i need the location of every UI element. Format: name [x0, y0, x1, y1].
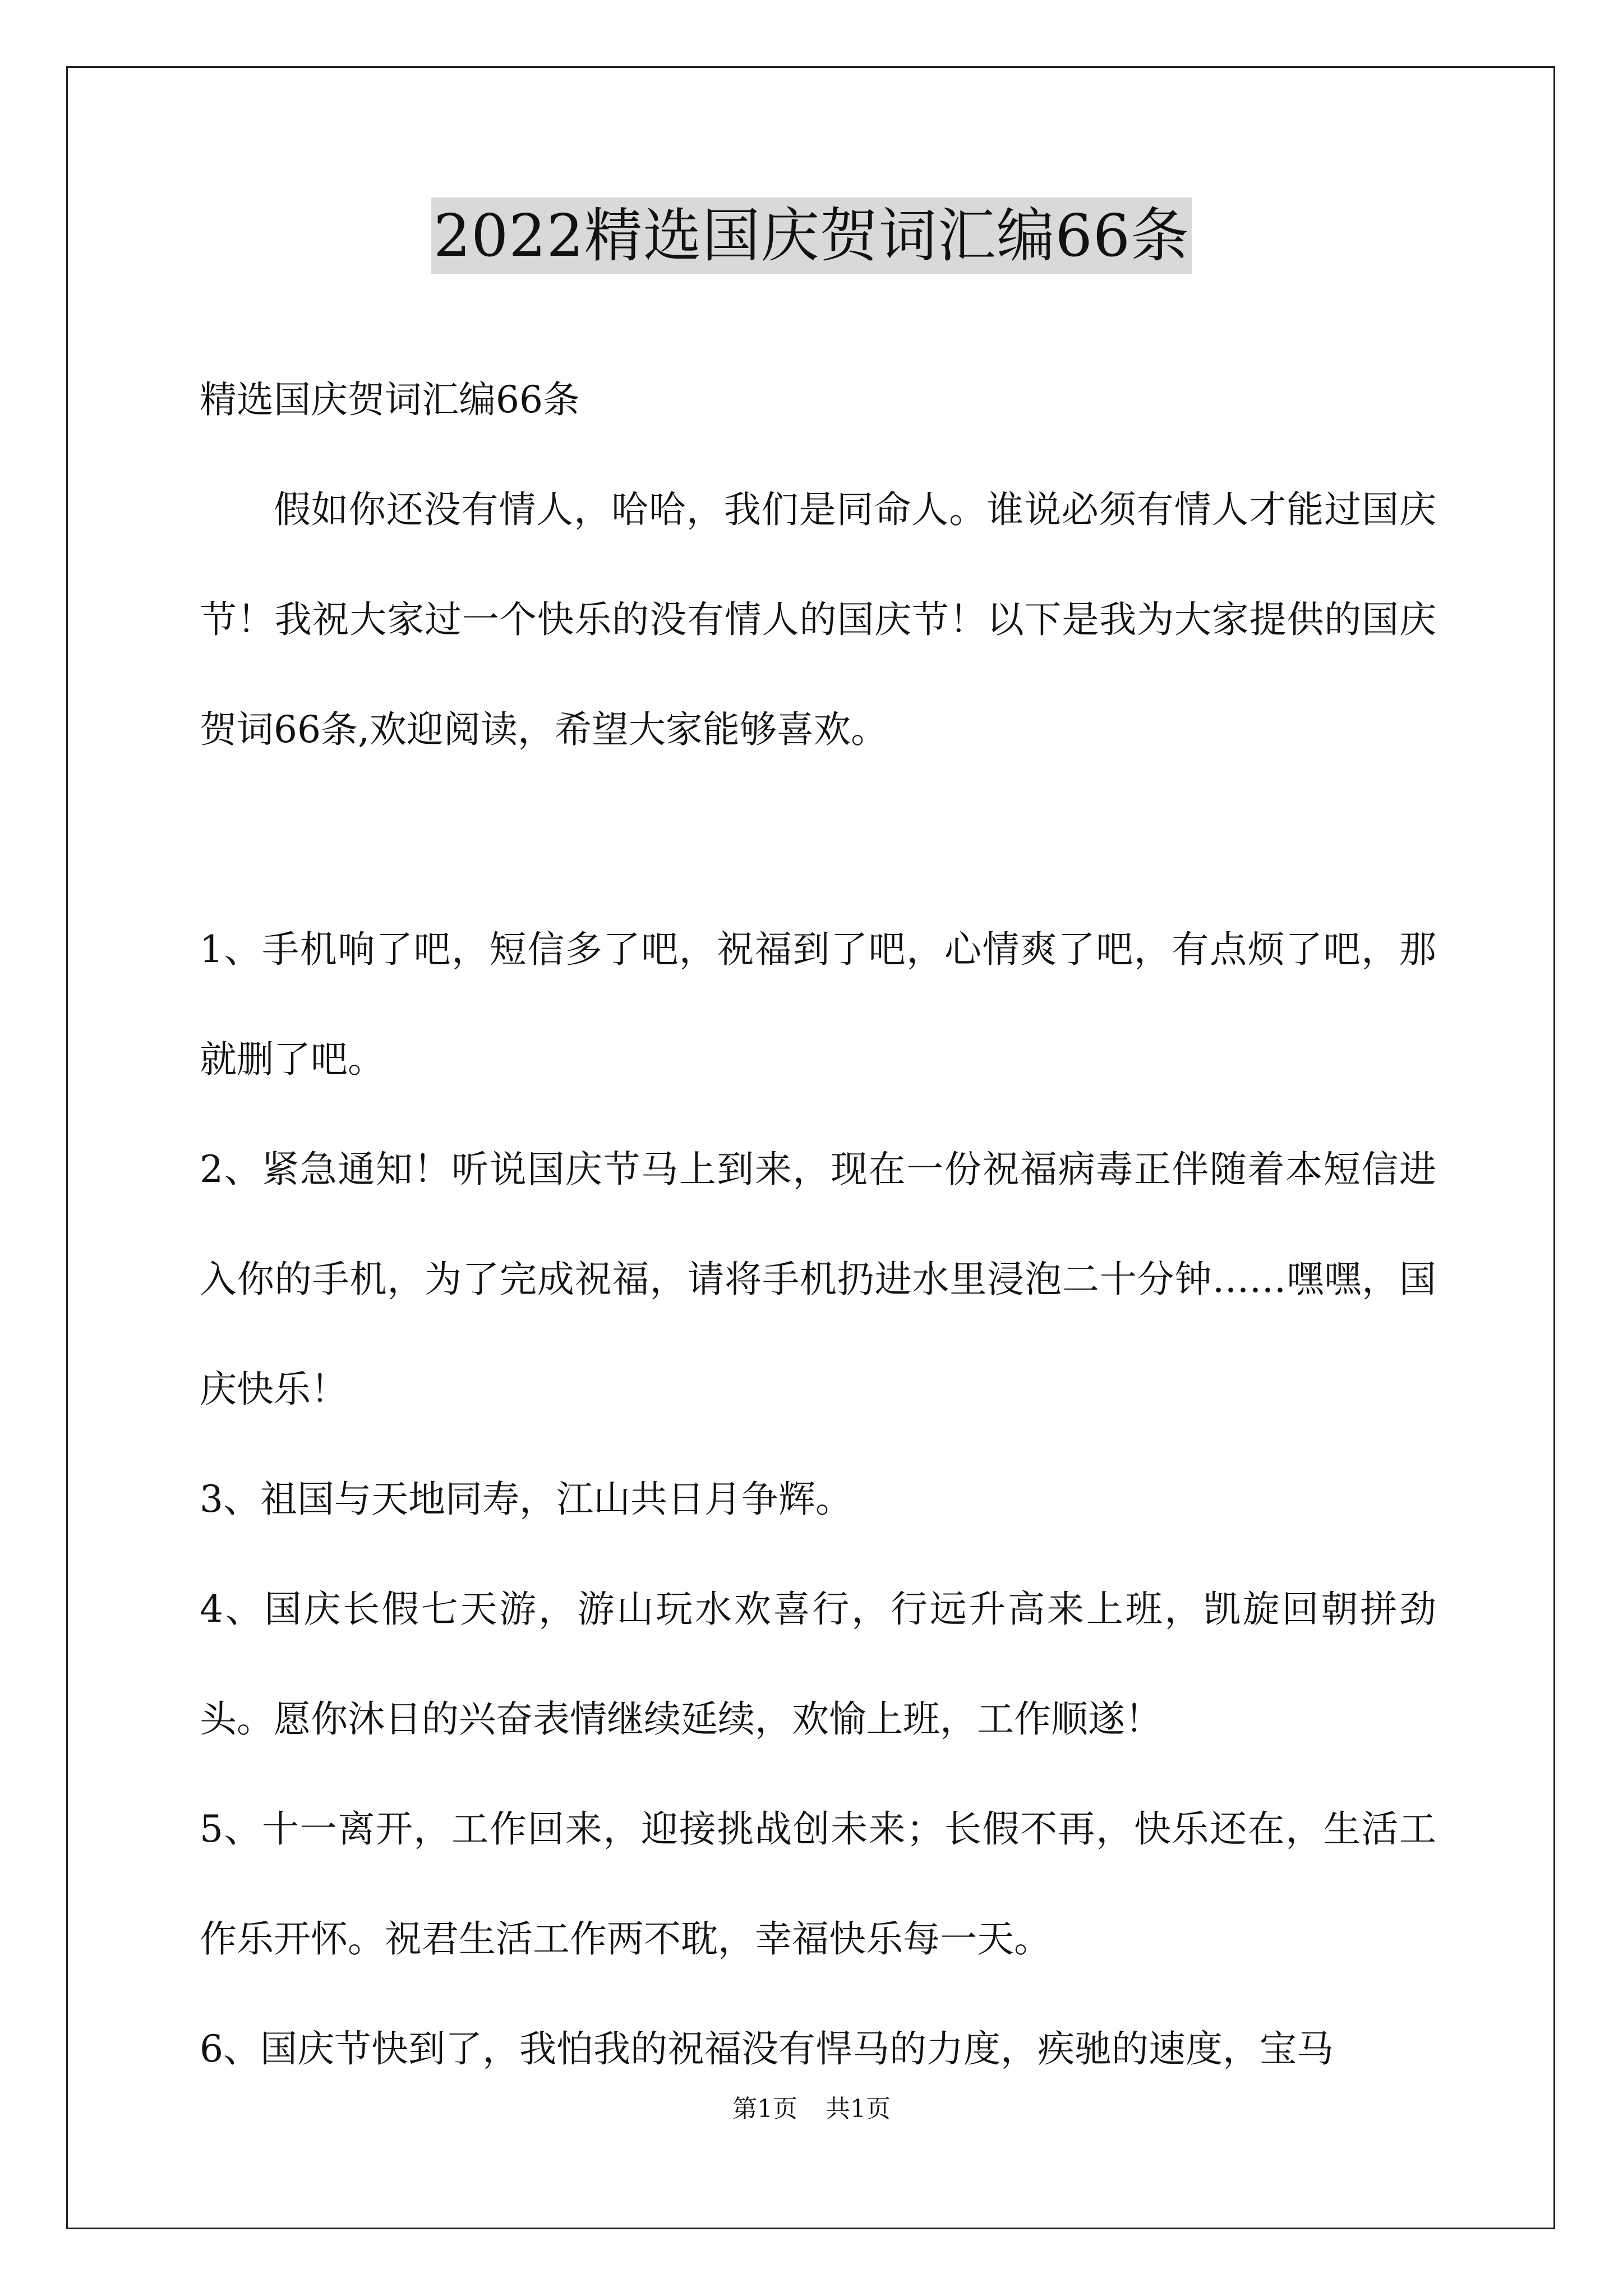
list-item: 4、国庆长假七天游，游山玩水欢喜行，行远升高来上班，凯旋回朝拼劲头。愿你沐日的兴奋表情继续延续，欢愉上班，工作顺遂！ [200, 1588, 1436, 1741]
intro-paragraph: 假如你还没有情人，哈哈，我们是同命人。谁说必须有情人才能过国庆节！我祝大家过一个快乐的没有情人的国庆节！以下是我为大家提供的国庆贺词66条,欢迎阅读，希望大家能够喜欢。 [200, 488, 1436, 751]
list-item: 6、国庆节快到了，我怕我的祝福没有悍马的力度，疾驰的速度，宝马 [200, 2027, 1334, 2070]
list-item: 5、十一离开，工作回来，迎接挑战创未来；长假不再，快乐还在，生活工作乐开怀。祝君生活工作两不耽，幸福快乐每一天。 [200, 1807, 1436, 1961]
page-number-current: 第1页 [732, 2095, 797, 2123]
document-body [200, 345, 1436, 2104]
blank-line [200, 785, 1436, 895]
title-container [0, 197, 1623, 274]
document-title: 2022精选国庆贺词汇编66条 [431, 197, 1192, 274]
list-item: 2、紧急通知！听说国庆节马上到来，现在一份祝福病毒正伴随着本短信进入你的手机，为了完成祝福，请将手机扔进水里浸泡二十分钟……嘿嘿，国庆快乐！ [200, 1148, 1436, 1411]
list-item: 3、祖国与天地同寿，江山共日月争辉。 [200, 1478, 852, 1521]
document-subtitle: 精选国庆贺词汇编66条 [200, 378, 580, 421]
page-footer [0, 2092, 1623, 2126]
list-item: 1、手机响了吧，短信多了吧，祝福到了吧，心情爽了吧，有点烦了吧，那就删了吧。 [200, 928, 1436, 1081]
page-number-total: 共1页 [826, 2095, 891, 2123]
